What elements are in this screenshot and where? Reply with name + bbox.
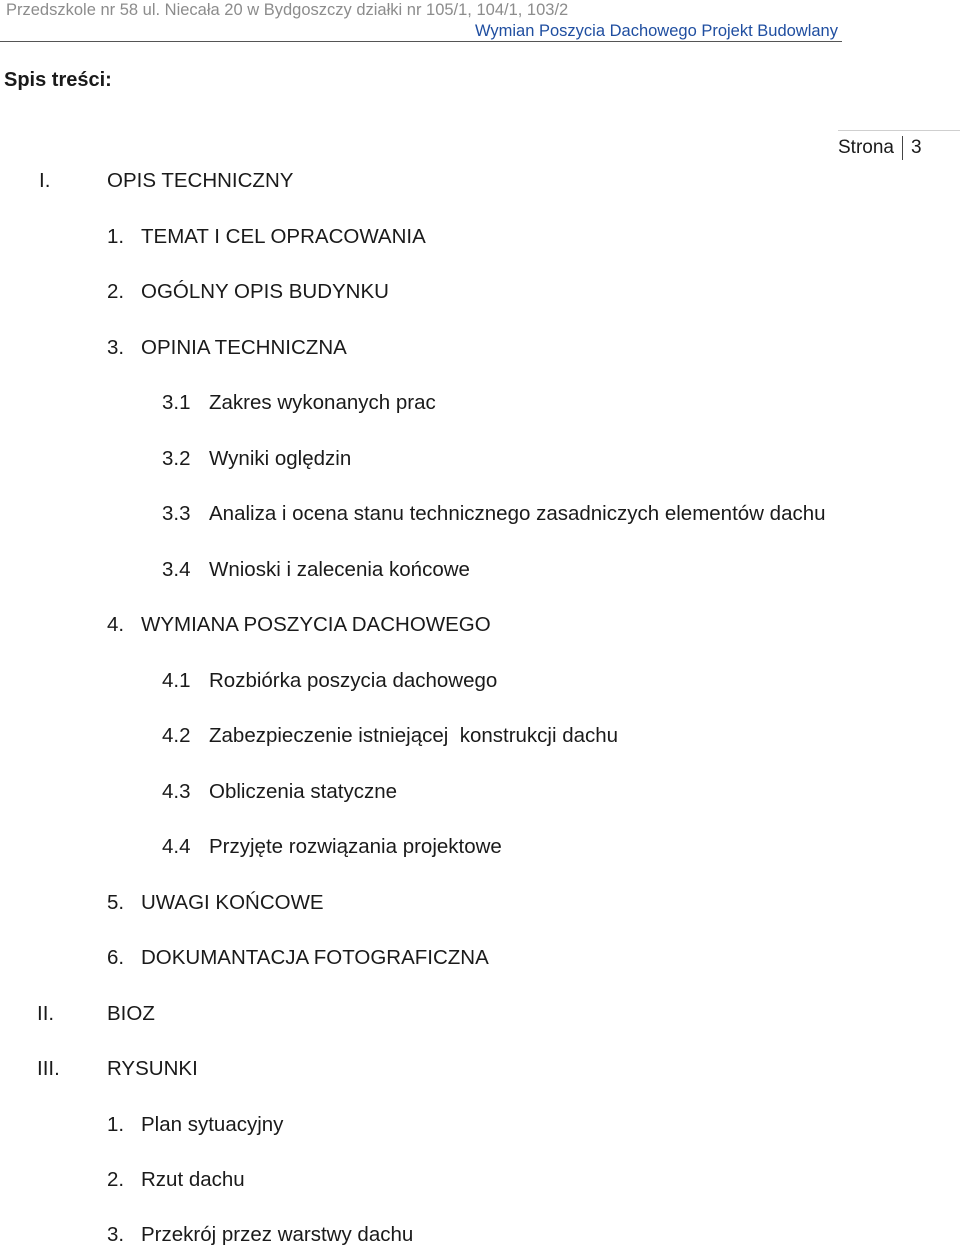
toc-entry-title: Analiza i ocena stanu technicznego zasadniczych elementów dachu xyxy=(209,502,826,525)
toc-entry-title: OGÓLNY OPIS BUDYNKU xyxy=(141,280,389,303)
toc-entry-number: 1. xyxy=(107,1113,125,1136)
toc-entry-title: BIOZ xyxy=(107,1002,155,1025)
toc-entry-title: Obliczenia statyczne xyxy=(209,780,398,803)
toc-entry-title: UWAGI KOŃCOWE xyxy=(141,891,324,914)
toc-entry-number: 3. xyxy=(107,1223,125,1246)
toc-entry-number: 1. xyxy=(107,225,125,248)
toc-entry-number: 5. xyxy=(107,891,125,914)
toc-entry-title: Plan sytuacyjny xyxy=(141,1113,284,1136)
header-divider xyxy=(0,41,842,42)
toc-entry-number: 6. xyxy=(107,946,125,969)
page-number-value: 3 xyxy=(911,137,922,158)
toc-entry-title: WYMIANA POSZYCIA DACHOWEGO xyxy=(141,613,491,636)
toc-heading: Spis treści: xyxy=(4,69,112,91)
toc-entry-title: OPIS TECHNICZNY xyxy=(107,169,294,192)
toc-entry-number: 3.2 xyxy=(162,447,191,470)
toc-entry-number: 2. xyxy=(107,1168,125,1191)
toc-entry-title: Wyniki oględzin xyxy=(209,447,352,470)
toc-entry-title: TEMAT I CEL OPRACOWANIA xyxy=(141,225,426,248)
page-number-box xyxy=(838,130,960,163)
header-address: Przedszkole nr 58 ul. Niecała 20 w Bydgoszczy działki nr 105/1, 104/1, 103/2 xyxy=(6,1,569,19)
toc-entry-number: 3. xyxy=(107,336,125,359)
toc-entry-title: Przekrój przez warstwy dachu xyxy=(141,1223,414,1246)
toc-entry-number: 2. xyxy=(107,280,125,303)
page-number-label: Strona xyxy=(838,137,894,158)
toc-entry-title: Rzut dachu xyxy=(141,1168,245,1191)
toc-entry-number: 4. xyxy=(107,613,125,636)
toc-entry-number: 4.3 xyxy=(162,780,191,803)
header-project-title: Wymian Poszycia Dachowego Projekt Budowlany xyxy=(474,22,838,40)
toc-entry-number: 4.2 xyxy=(162,724,191,747)
toc-entry-number: III. xyxy=(37,1057,60,1080)
toc-entry-title: Zakres wykonanych prac xyxy=(209,391,436,414)
toc-entry-title: Zabezpieczenie istniejącej konstrukcji dachu xyxy=(209,724,619,747)
toc-entry-number: 3.1 xyxy=(162,391,191,414)
toc-entry-number: 4.4 xyxy=(162,835,191,858)
toc-entry-title: DOKUMANTACJA FOTOGRAFICZNA xyxy=(141,946,489,969)
toc-entry-number: II. xyxy=(37,1002,55,1025)
toc-entry-number: 4.1 xyxy=(162,669,191,692)
toc-entry-title: Rozbiórka poszycia dachowego xyxy=(209,669,498,692)
toc-entry-title: Wnioski i zalecenia końcowe xyxy=(209,558,470,581)
toc-entry-title: Przyjęte rozwiązania projektowe xyxy=(209,835,502,858)
toc-entry-title: RYSUNKI xyxy=(107,1057,198,1080)
toc-entry-title: OPINIA TECHNICZNA xyxy=(141,336,347,359)
toc-entry-number: 3.3 xyxy=(162,502,191,525)
toc-entry-number: I. xyxy=(39,169,51,192)
page-number-separator xyxy=(902,136,903,160)
toc-entry-number: 3.4 xyxy=(162,558,191,581)
